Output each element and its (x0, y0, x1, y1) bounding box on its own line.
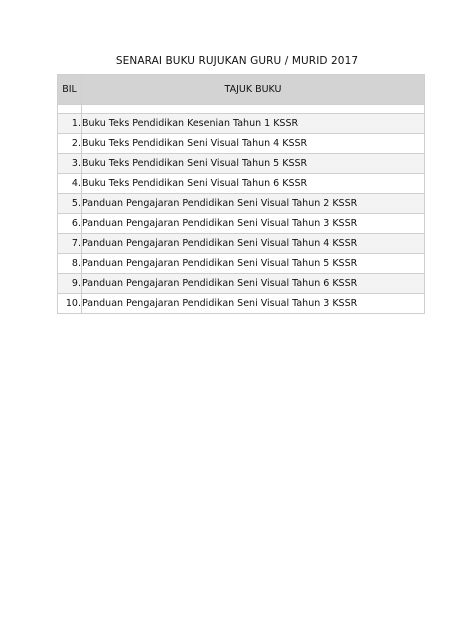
row-number: 1. (58, 114, 82, 134)
table-row (58, 274, 425, 294)
book-title: Panduan Pengajaran Pendidikan Seni Visual Tahun 6 KSSR (82, 274, 425, 294)
book-title: Panduan Pengajaran Pendidikan Seni Visual Tahun 3 KSSR (82, 294, 425, 314)
spacer-cell (82, 105, 425, 114)
book-list-table (57, 74, 425, 314)
table-row (58, 234, 425, 254)
book-title: Panduan Pengajaran Pendidikan Seni Visual Tahun 5 KSSR (82, 254, 425, 274)
column-header-bil: BIL (58, 75, 82, 105)
table-row (58, 134, 425, 154)
row-number: 5. (58, 194, 82, 214)
book-title: Panduan Pengajaran Pendidikan Seni Visual Tahun 2 KSSR (82, 194, 425, 214)
spacer-cell (58, 105, 82, 114)
table-row (58, 214, 425, 234)
row-number: 9. (58, 274, 82, 294)
book-title: Buku Teks Pendidikan Kesenian Tahun 1 KSSR (82, 114, 425, 134)
row-number: 6. (58, 214, 82, 234)
row-number: 7. (58, 234, 82, 254)
table-spacer-row (58, 105, 425, 114)
row-number: 3. (58, 154, 82, 174)
table-row (58, 154, 425, 174)
table-row (58, 174, 425, 194)
row-number: 4. (58, 174, 82, 194)
book-title: Buku Teks Pendidikan Seni Visual Tahun 5 KSSR (82, 154, 425, 174)
page-title: SENARAI BUKU RUJUKAN GURU / MURID 2017 (115, 55, 359, 67)
row-number: 10. (58, 294, 82, 314)
table-row (58, 294, 425, 314)
column-header-title: TAJUK BUKU (82, 75, 425, 105)
book-title: Panduan Pengajaran Pendidikan Seni Visual Tahun 4 KSSR (82, 234, 425, 254)
table-row (58, 194, 425, 214)
book-title: Buku Teks Pendidikan Seni Visual Tahun 6 KSSR (82, 174, 425, 194)
row-number: 8. (58, 254, 82, 274)
book-title: Buku Teks Pendidikan Seni Visual Tahun 4 KSSR (82, 134, 425, 154)
row-number: 2. (58, 134, 82, 154)
table-header-row (58, 75, 425, 105)
book-title: Panduan Pengajaran Pendidikan Seni Visual Tahun 3 KSSR (82, 214, 425, 234)
table-row (58, 254, 425, 274)
table-row (58, 114, 425, 134)
